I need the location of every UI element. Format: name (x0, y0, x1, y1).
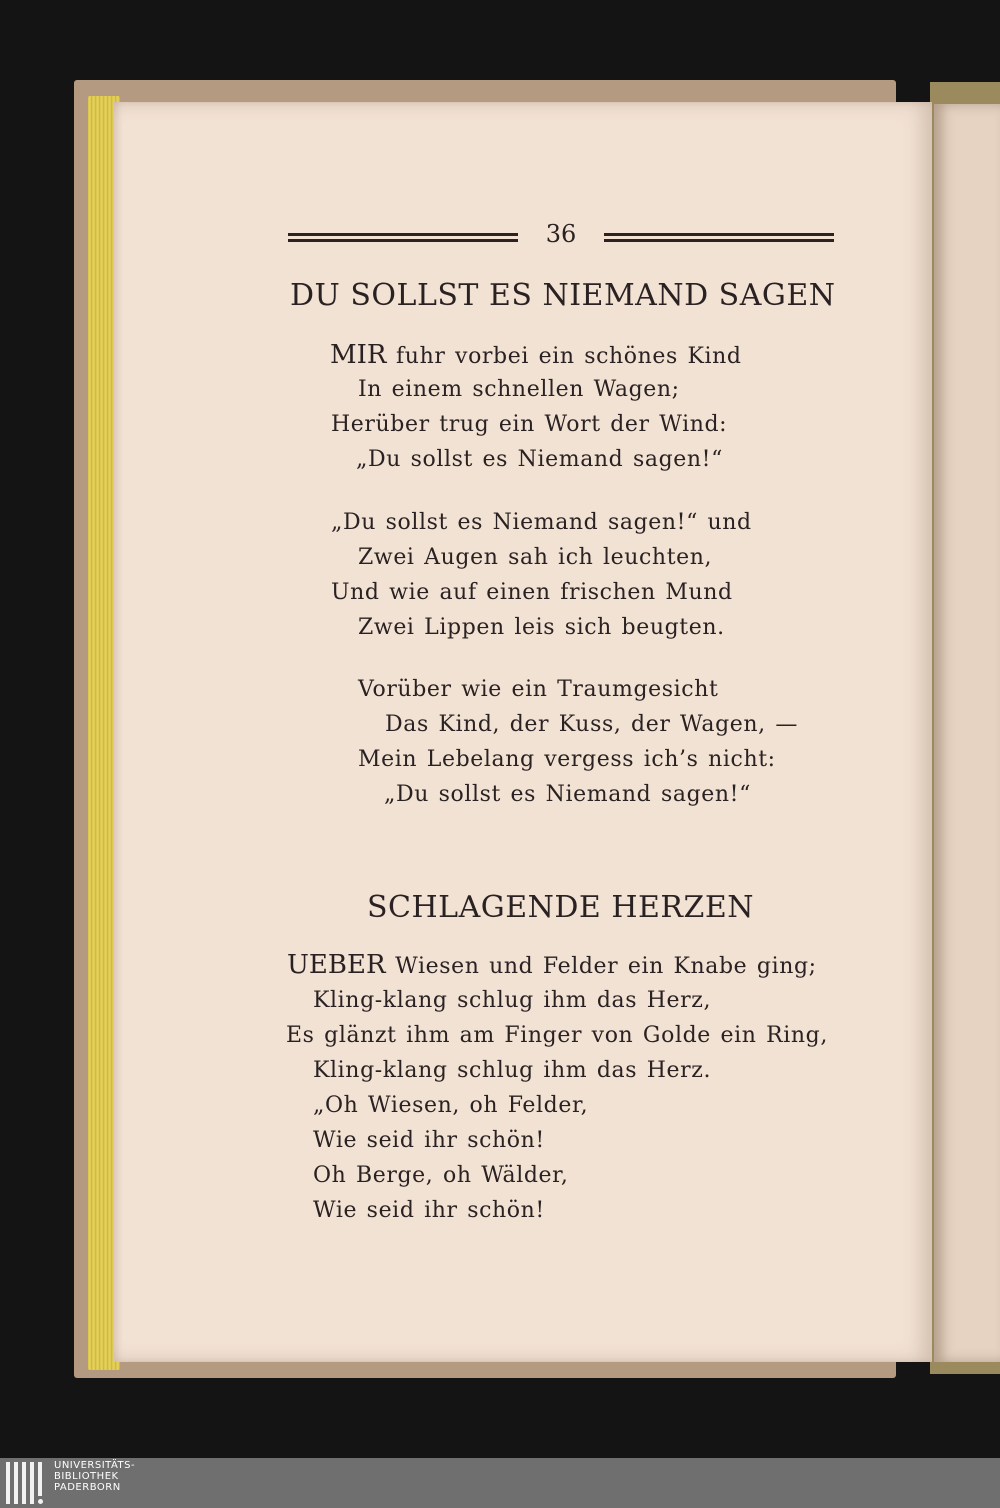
poem-line: Mein Lebelang vergess ich’s nicht: (358, 747, 776, 772)
poem-line: Es glänzt ihm am Finger von Golde ein Ring, (286, 1023, 828, 1048)
drop-cap: MIR (330, 340, 387, 370)
poem-line: MIR fuhr vorbei ein schönes Kind (330, 340, 742, 370)
poem-title-1: DU SOLLST ES NIEMAND SAGEN (290, 278, 836, 313)
facing-page (934, 104, 1000, 1362)
poem-line: Und wie auf einen frischen Mund (331, 580, 733, 605)
header-rule-right (604, 233, 834, 242)
drop-cap: UEBER (287, 950, 386, 980)
poem-line: In einem schnellen Wagen; (358, 377, 680, 402)
poem-line: „Du sollst es Niemand sagen!“ und (331, 510, 752, 535)
poem-line: Zwei Augen sah ich leuchten, (358, 545, 713, 570)
poem-line: Wie seid ihr schön! (313, 1198, 545, 1223)
poem-line: Oh Berge, oh Wälder, (313, 1163, 569, 1188)
poem-line: Kling-klang schlug ihm das Herz. (313, 1058, 712, 1083)
poem-title-2: SCHLAGENDE HERZEN (367, 890, 755, 925)
poem-line: „Oh Wiesen, oh Felder, (313, 1093, 589, 1118)
library-name-line-3: PADERBORN (54, 1482, 121, 1493)
library-footer (0, 1458, 1000, 1508)
poem-line: Wie seid ihr schön! (313, 1128, 545, 1153)
library-name-line-2: BIBLIOTHEK (54, 1471, 119, 1482)
poem-line: Vorüber wie ein Traumgesicht (358, 677, 719, 702)
poem-line: Zwei Lippen leis sich beugten. (358, 615, 725, 640)
poem-line: „Du sollst es Niemand sagen!“ (384, 782, 751, 807)
header-rule-left (288, 233, 518, 242)
page-number: 36 (545, 220, 577, 248)
poem-line: Das Kind, der Kuss, der Wagen, — (385, 712, 798, 737)
poem-line: „Du sollst es Niemand sagen!“ (356, 447, 723, 472)
library-name-line-1: UNIVERSITÄTS- (54, 1460, 136, 1471)
library-logo-icon (6, 1462, 46, 1504)
poem-line: Herüber trug ein Wort der Wind: (331, 412, 728, 437)
poem-line: Kling-klang schlug ihm das Herz, (313, 988, 712, 1013)
poem-line: UEBER Wiesen und Felder ein Knabe ging; (287, 950, 817, 980)
